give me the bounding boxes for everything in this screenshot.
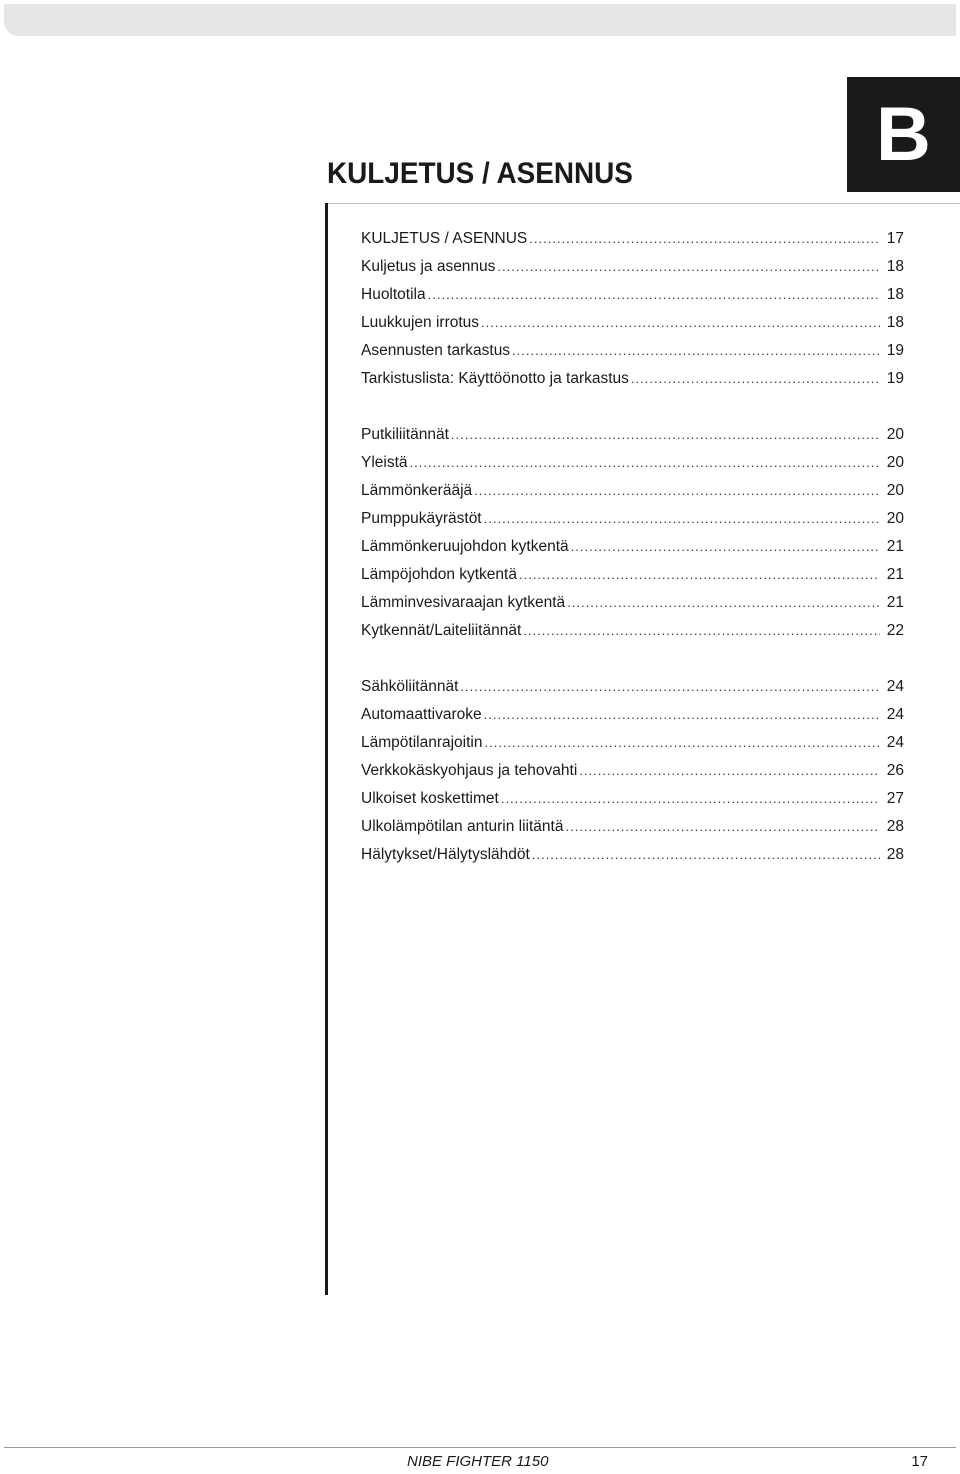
toc-entry[interactable] [361, 365, 904, 393]
toc-dot-leader [567, 589, 880, 617]
toc-group [361, 225, 904, 393]
toc-entry[interactable] [361, 813, 904, 841]
toc-entry-page: 24 [886, 678, 904, 695]
toc-entry-page: 20 [886, 510, 904, 527]
toc-entry-page: 20 [886, 454, 904, 471]
toc-entry[interactable] [361, 785, 904, 813]
section-tab: B [847, 77, 960, 192]
toc-dot-leader [428, 281, 880, 309]
toc-entry-page: 21 [886, 594, 904, 611]
toc-entry[interactable] [361, 505, 904, 533]
toc-dot-leader [571, 533, 880, 561]
toc-entry-label: Ulkolämpötilan anturin liitäntä [361, 818, 564, 835]
toc-entry[interactable] [361, 533, 904, 561]
toc-entry-page: 17 [886, 230, 904, 247]
toc-dot-leader [485, 729, 881, 757]
toc-dot-leader [519, 561, 880, 589]
toc-entry-label: Luukkujen irrotus [361, 314, 480, 331]
toc-dot-leader [451, 421, 880, 449]
toc-entry-label: Tarkistuslista: Käyttöönotto ja tarkastus [361, 370, 629, 387]
toc-entry[interactable] [361, 449, 904, 477]
toc-entry-label: Yleistä [361, 454, 408, 471]
toc-entry-page: 28 [886, 846, 904, 863]
toc-entry-label: Verkkokäskyohjaus ja tehovahti [361, 762, 578, 779]
top-header-bar [4, 4, 956, 36]
vertical-margin-rule [325, 203, 328, 1295]
toc-entry-page: 21 [886, 538, 904, 555]
toc-entry-page: 21 [886, 566, 904, 583]
toc-entry-page: 27 [886, 790, 904, 807]
toc-entry[interactable] [361, 841, 904, 869]
toc-entry-label: Lämmönkeruujohdon kytkentä [361, 538, 569, 555]
toc-dot-leader [523, 617, 880, 645]
toc-entry-label: Lämminvesivaraajan kytkentä [361, 594, 566, 611]
toc-entry-label: Lämpöjohdon kytkentä [361, 566, 517, 583]
toc-dot-leader [484, 505, 880, 533]
toc-entry-page: 20 [886, 426, 904, 443]
toc-dot-leader [481, 309, 880, 337]
toc-dot-leader [512, 337, 880, 365]
toc-entry-page: 24 [886, 706, 904, 723]
chapter-title: KULJETUS / ASENNUS [327, 157, 633, 190]
toc-dot-leader [474, 477, 880, 505]
toc-entry-page: 24 [886, 734, 904, 751]
toc-entry-page: 22 [886, 622, 904, 639]
toc-entry-label: Lämmönkerääjä [361, 482, 473, 499]
toc-entry-label: Pumppukäyrästöt [361, 510, 482, 527]
toc-entry[interactable] [361, 253, 904, 281]
footer-product-name: NIBE FIGHTER 1150 [407, 1453, 549, 1470]
toc-entry[interactable] [361, 617, 904, 645]
toc-entry-label: Asennusten tarkastus [361, 342, 511, 359]
toc-entry[interactable] [361, 309, 904, 337]
toc-entry-page: 26 [886, 762, 904, 779]
toc-entry[interactable] [361, 337, 904, 365]
toc-entry[interactable] [361, 701, 904, 729]
toc-entry-label: Hälytykset/Hälytyslähdöt [361, 846, 530, 863]
toc-dot-leader [631, 365, 880, 393]
footer-page-number: 17 [911, 1453, 928, 1470]
toc-entry-page: 19 [886, 342, 904, 359]
toc-group [361, 421, 904, 645]
toc-entry-label: KULJETUS / ASENNUS [361, 230, 528, 247]
toc-entry[interactable] [361, 477, 904, 505]
toc-entry[interactable] [361, 561, 904, 589]
toc-entry[interactable] [361, 757, 904, 785]
table-of-contents [361, 225, 904, 869]
toc-entry[interactable] [361, 729, 904, 757]
toc-entry-label: Automaattivaroke [361, 706, 482, 723]
toc-entry-label: Huoltotila [361, 286, 426, 303]
toc-entry-label: Lämpötilanrajoitin [361, 734, 483, 751]
title-divider [326, 203, 960, 204]
toc-dot-leader [565, 813, 880, 841]
toc-entry-label: Kuljetus ja asennus [361, 258, 496, 275]
toc-entry-label: Putkiliitännät [361, 426, 449, 443]
toc-entry-page: 20 [886, 482, 904, 499]
toc-dot-leader [532, 841, 880, 869]
toc-entry[interactable] [361, 589, 904, 617]
toc-dot-leader [484, 701, 880, 729]
toc-entry-page: 19 [886, 370, 904, 387]
toc-entry-label: Kytkennät/Laiteliitännät [361, 622, 522, 639]
toc-entry[interactable] [361, 673, 904, 701]
toc-entry[interactable] [361, 225, 904, 253]
toc-dot-leader [460, 673, 880, 701]
toc-dot-leader [579, 757, 880, 785]
toc-group [361, 673, 904, 869]
toc-entry-page: 18 [886, 314, 904, 331]
toc-entry-label: Sähköliitännät [361, 678, 459, 695]
toc-entry[interactable] [361, 421, 904, 449]
toc-dot-leader [501, 785, 880, 813]
toc-dot-leader [497, 253, 880, 281]
toc-entry-page: 18 [886, 258, 904, 275]
toc-entry-page: 28 [886, 818, 904, 835]
toc-dot-leader [410, 449, 880, 477]
footer-divider [4, 1447, 956, 1448]
toc-entry-label: Ulkoiset koskettimet [361, 790, 499, 807]
toc-entry-page: 18 [886, 286, 904, 303]
toc-dot-leader [529, 225, 880, 253]
toc-entry[interactable] [361, 281, 904, 309]
